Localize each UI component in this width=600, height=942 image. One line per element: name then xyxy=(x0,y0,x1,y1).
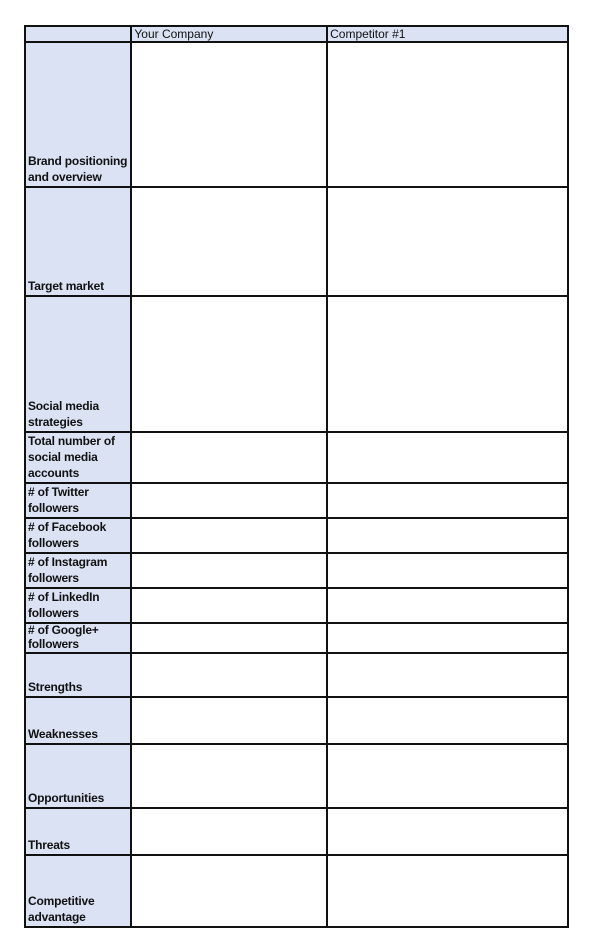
competitor-cell[interactable] xyxy=(327,553,568,588)
table-row xyxy=(25,808,568,855)
row-label-facebook-followers[interactable]: # of Facebook followers xyxy=(25,518,131,553)
table-row xyxy=(25,623,568,653)
table-row xyxy=(25,697,568,744)
competitor-cell[interactable] xyxy=(327,483,568,518)
row-label-weaknesses[interactable]: Weaknesses xyxy=(25,697,131,744)
table-row xyxy=(25,483,568,518)
table-row xyxy=(25,653,568,697)
competitor-cell[interactable] xyxy=(327,296,568,432)
row-label-brand-positioning[interactable]: Brand positioning and overview xyxy=(25,42,131,187)
your-company-cell[interactable] xyxy=(131,623,327,653)
your-company-cell[interactable] xyxy=(131,553,327,588)
table-row xyxy=(25,432,568,483)
row-label-social-media-strategies[interactable]: Social media strategies xyxy=(25,296,131,432)
competitor-cell[interactable] xyxy=(327,653,568,697)
competitor-1-header[interactable]: Competitor #1 xyxy=(327,26,568,42)
competitor-cell[interactable] xyxy=(327,42,568,187)
competitor-cell[interactable] xyxy=(327,432,568,483)
table-row xyxy=(25,518,568,553)
header-row xyxy=(25,26,568,42)
google-plus-label-text: # of Google+ followers xyxy=(28,624,99,651)
table-row xyxy=(25,187,568,296)
row-label-instagram-followers[interactable]: # of Instagram followers xyxy=(25,553,131,588)
your-company-cell[interactable] xyxy=(131,697,327,744)
your-company-cell[interactable] xyxy=(131,42,327,187)
competitor-cell[interactable] xyxy=(327,187,568,296)
row-label-twitter-followers[interactable]: # of Twitter followers xyxy=(25,483,131,518)
your-company-cell[interactable] xyxy=(131,432,327,483)
competitor-cell[interactable] xyxy=(327,808,568,855)
competitor-cell[interactable] xyxy=(327,623,568,653)
your-company-cell[interactable] xyxy=(131,588,327,623)
your-company-cell[interactable] xyxy=(131,518,327,553)
competitor-cell[interactable] xyxy=(327,855,568,927)
table-row xyxy=(25,296,568,432)
competitor-cell[interactable] xyxy=(327,588,568,623)
your-company-cell[interactable] xyxy=(131,483,327,518)
competitor-cell[interactable] xyxy=(327,518,568,553)
your-company-cell[interactable] xyxy=(131,808,327,855)
row-label-competitive-advantage[interactable]: Competitive advantage xyxy=(25,855,131,927)
row-label-opportunities[interactable]: Opportunities xyxy=(25,744,131,808)
table-row xyxy=(25,553,568,588)
your-company-cell[interactable] xyxy=(131,296,327,432)
your-company-cell[interactable] xyxy=(131,653,327,697)
corner-cell[interactable] xyxy=(25,26,131,42)
table-row xyxy=(25,42,568,187)
table-row xyxy=(25,588,568,623)
table-row xyxy=(25,744,568,808)
row-label-linkedin-followers[interactable]: # of LinkedIn followers xyxy=(25,588,131,623)
your-company-header[interactable]: Your Company xyxy=(131,26,327,42)
row-label-total-accounts[interactable]: Total number of social media accounts xyxy=(25,432,131,483)
competitor-cell[interactable] xyxy=(327,697,568,744)
your-company-cell[interactable] xyxy=(131,855,327,927)
competitor-cell[interactable] xyxy=(327,744,568,808)
row-label-threats[interactable]: Threats xyxy=(25,808,131,855)
competitive-analysis-table xyxy=(24,25,569,928)
row-label-target-market[interactable]: Target market xyxy=(25,187,131,296)
table-row xyxy=(25,855,568,927)
row-label-google-plus-followers[interactable] xyxy=(25,623,131,653)
your-company-cell[interactable] xyxy=(131,187,327,296)
row-label-strengths[interactable]: Strengths xyxy=(25,653,131,697)
your-company-cell[interactable] xyxy=(131,744,327,808)
